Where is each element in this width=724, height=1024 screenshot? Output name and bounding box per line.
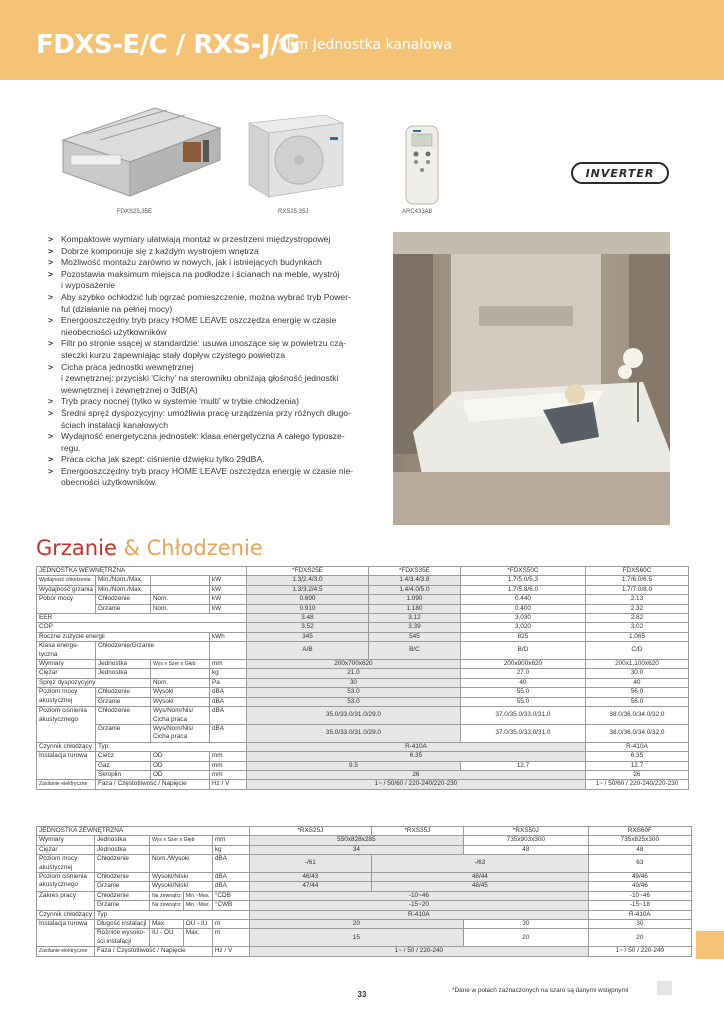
table-cell: °CWB [212,901,249,910]
table-row [37,770,689,779]
table-cell: 37.0/35.0/33.0/31.0 [460,724,585,742]
table-cell: 26 [585,770,688,779]
table-cell: Typ [94,910,249,919]
feature-text: > Filtr po stronie ssącej w standardzie: usuwa unoszące się w powietrzu czą- [61,338,347,349]
table-row [37,752,689,761]
table-cell: Różnice wysoko-ści instalacji [94,929,149,947]
table-cell: dBA [212,882,249,891]
table-cell: Chłodzenie [94,891,149,900]
feature-text: steczki kurzu zapewniając stały dopływ czystego powietrza [61,349,286,360]
table-row [37,642,689,660]
table-cell: 545 [368,632,460,641]
table-cell: Wymiary [37,836,95,845]
table-cell: R-410A [588,910,691,919]
table-cell: 6.35 [246,752,585,761]
table-cell: 0.690 [246,595,368,604]
table-cell: Ciężar [37,669,96,678]
table-cell: 3.39 [368,623,460,632]
table-cell: Nom. [150,678,209,687]
feature-text: > Energooszczędny tryb pracy HOME LEAVE oszczędza energię w czasie [61,315,337,326]
indoor-unit-caption: FDXS25,35E [117,209,153,215]
table-row [37,632,689,641]
table-cell: 37.0/35.0/33.0/31.0 [460,707,585,725]
table-cell: Zasilanie elektryczne [37,780,96,789]
section-title-heating: Grzanie [36,536,117,560]
table-cell: Typ [95,742,246,751]
table-cell: Chłodzenie [94,873,149,882]
table-cell: FDXS60C [585,567,688,576]
table-cell: B/C [368,642,460,660]
table-cell: 20 [249,920,463,929]
table-cell: Min.~Max. [183,901,212,910]
table-cell [149,845,212,854]
table-cell: 38.0/36.0/34.0/32.0 [585,707,688,725]
feature-text: regu. [61,442,81,453]
feature-text: > Wydajność energetyczna jednostek: klasa energetyczna A całego typosze- [61,431,345,442]
feature-text: > Aby szybko ochłodzić lub ogrzać pomieszczenie, można wybrać tryb Power- [61,291,351,302]
table-cell: 56.0 [585,688,688,697]
table-cell: Nom./Wysoki [149,855,212,873]
table-cell: R-410A [249,910,588,919]
table-cell: 35.0/33.0/31.0/29.0 [246,724,460,742]
page-title: FDXS-E/C / RXS-J/G [36,30,300,60]
table-cell: Wysoki/Niski [149,882,212,891]
table-cell: kW [209,604,246,613]
table-cell: Czynnik chłodzący [37,910,95,919]
table-cell: 3,030 [460,614,585,623]
table-cell: Faza / Częstotliwość / Napięcie [94,947,212,956]
table-cell [150,585,209,594]
table-cell: 3.12 [368,614,460,623]
table-cell: *RXS35J [371,827,463,836]
table-cell: 735x825x300 [588,836,691,845]
table-cell: kW [209,595,246,604]
table-cell: Jednostka [94,836,149,845]
table-cell: Chłodzenie [95,707,150,725]
table-cell: 48 [588,845,691,854]
outdoor-unit-image [245,113,347,201]
feature-text: nieobecności użytkowników [61,326,167,337]
outdoor-unit-caption: RXS25,35J [278,209,309,215]
table-cell: Min./Nom./Max. [95,585,150,594]
table-cell: Chłodzenie/Grzanie [95,642,209,660]
table-cell: JEDNOSTKA ZEWNĘTRZNA [37,827,250,836]
table-row [37,742,689,751]
table-cell: Zasilanie elektryczne [37,947,95,956]
table-row [37,873,692,882]
table-cell: 56.0 [585,697,688,706]
table-cell: 49/46 [588,873,691,882]
table-cell: 20 [588,929,691,947]
feature-item [48,234,386,246]
table-cell: -10~46 [588,891,691,900]
table-cell: 3,020 [460,623,585,632]
table-cell: Wymiary [37,660,96,669]
table-row [37,604,689,613]
table-cell: 3.02 [585,623,688,632]
page-number: 33 [357,990,367,999]
table-cell: Roczne zużycie energii [37,632,210,641]
feature-text: > Tryb pracy nocnej (tylko w systemie 'multi' w trybie chłodzenia) [61,396,299,407]
indoor-spec-table [36,566,689,790]
table-cell: Wydajność chłodzenia [37,576,96,585]
indoor-unit-image [55,100,225,200]
feature-item [48,408,386,431]
table-cell: Jednostka [95,660,150,669]
page-subtitle: Slim Jednostka kanałowa [278,37,452,53]
table-cell: kg [209,669,246,678]
table-cell: Poziom mocy akustycznej [37,688,96,707]
table-cell: 6.35 [585,752,688,761]
table-cell: 1~ / 50/60 / 220-240/220-230 [585,780,688,789]
table-row [37,855,692,873]
table-row [37,595,689,604]
table-row [37,901,692,910]
table-cell: *FDXS50C [460,567,585,576]
table-cell: Poziom ciśnienia akustycznego [37,873,95,892]
table-cell: dBA [209,688,246,697]
table-cell: dBA [209,707,246,725]
table-cell: mm [209,770,246,779]
table-cell: Spręż dyspozycyjny [37,678,151,687]
table-cell: kW [209,585,246,594]
table-cell: 30 [463,920,588,929]
table-cell: R-410A [585,742,688,751]
table-cell: Max. [183,929,212,947]
table-cell: 47/44 [249,882,371,891]
table-cell: Chłodzenie [95,688,150,697]
table-cell: 1~ / 50 / 220-240 [249,947,588,956]
table-cell: Zakres pracy [37,891,95,910]
table-cell: Gaz [95,761,150,770]
table-cell: OD [150,752,209,761]
table-cell: Grzanie [95,697,150,706]
feature-text: i zewnętrznej: przyciski 'Cichy' na sterowniku obniżają głośność jednostki [61,373,339,384]
table-cell: 1.090 [368,595,460,604]
table-cell: 34 [249,845,463,854]
table-cell: Jednostka [94,845,149,854]
side-tab [696,931,724,959]
table-cell: JEDNOSTKA WEWNĘTRZNA [37,567,247,576]
table-cell: 1.7/5.0/5.3 [460,576,585,585]
feature-item [48,292,386,315]
table-cell: 40 [460,678,585,687]
feature-text: i wyposażenie [61,280,115,291]
feature-text: > Dobrze komponuje się z każdym wystrojem wnętrza [61,245,259,256]
bedroom-photo [393,232,670,525]
table-cell: B/D [460,642,585,660]
table-cell: Na zewnątrz [149,891,183,900]
section-title [36,536,263,560]
table-cell: 46/43 [249,873,371,882]
table-cell: 0.440 [460,595,585,604]
table-cell: IU - OU [149,929,183,947]
table-cell: *FDXS35E [368,567,460,576]
table-cell: Czynnik chłodzący [37,742,96,751]
table-cell: *RXS25J [249,827,371,836]
table-cell: 20 [463,929,588,947]
table-cell: 53.0 [246,697,460,706]
table-cell: 12.7 [460,761,585,770]
feature-item [48,362,386,397]
table-cell: Hz / V [212,947,249,956]
table-cell: Ciecz [95,752,150,761]
table-cell: Długość instalacji [94,920,149,929]
table-row [37,669,689,678]
table-cell: 1.3/3.2/4.5 [246,585,368,594]
table-cell: Instalacja rurowa [37,920,95,947]
table-row [37,724,689,742]
table-cell: Wys/Nom/Nis/ Cicha praca [150,707,209,725]
table-cell: Jednostka [95,669,150,678]
table-cell: OU - IU [183,920,212,929]
table-cell: Grzanie [95,604,150,613]
table-cell: 200x1,100x620 [585,660,688,669]
table-row [37,845,692,854]
table-cell: 55.0 [460,697,585,706]
table-cell: 48 [463,845,588,854]
table-cell: Wydajność grzania [37,585,96,594]
table-cell: 21.0 [246,669,460,678]
table-cell: 3.48 [246,614,368,623]
feature-item [48,431,386,454]
table-cell: 53.0 [246,688,460,697]
table-cell: Min./Nom./Max. [95,576,150,585]
table-cell: 3.52 [246,623,368,632]
feature-text: ściach instalacji kanałowych [61,419,168,430]
table-cell: 1.7/7.0/8.0 [585,585,688,594]
table-cell: A/B [246,642,368,660]
table-row [37,761,689,770]
table-cell: 48/44 [371,873,588,882]
table-cell: 1~ / 50 / 220-240 [588,947,691,956]
table-cell: mm [209,660,246,669]
inverter-badge: INVERTER [571,162,669,184]
remote-controller-image [404,124,440,206]
table-cell: -/63 [371,855,588,873]
feature-text: > Kompaktowe wymiary ułatwiają montaż w przestrzeni międzystropowej [61,234,331,244]
outdoor-spec-table [36,826,692,957]
feature-item [48,338,386,361]
table-cell: 30 [588,920,691,929]
table-cell: RXS60F [588,827,691,836]
table-cell [209,642,246,660]
table-cell: Poziom ciśnienia akustycznego [37,707,96,743]
table-cell: 63 [588,855,691,873]
table-cell: Min.~Max. [183,891,212,900]
table-cell: OD [150,761,209,770]
table-cell: COP [37,623,247,632]
table-cell: *RXS50J [463,827,588,836]
feature-text: > Cicha praca jednostki wewnętrznej [61,361,194,372]
table-cell: 38.0/36.0/34.0/32.0 [585,724,688,742]
feature-item [48,257,386,269]
table-cell: mm [212,836,249,845]
table-cell: *FDXS25E [246,567,368,576]
table-cell: Chłodzenie [94,855,149,873]
table-cell: Instalacja rurowa [37,752,96,780]
table-cell: mm [209,761,246,770]
table-cell: C/D [585,642,688,660]
table-cell: -10~46 [249,891,588,900]
table-cell: 0.400 [460,604,585,613]
table-cell: 9.5 [246,761,460,770]
table-cell: -/61 [249,855,371,873]
table-cell: Wys x Szer x Głęb [150,660,209,669]
table-cell: 345 [246,632,368,641]
table-cell: 30.0 [585,669,688,678]
table-cell: Faza / Częstotliwość / Napięcie [95,780,209,789]
feature-item [48,454,386,466]
table-cell: 1,065 [585,632,688,641]
feature-item [48,246,386,258]
table-cell: 48/45 [371,882,588,891]
table-row [37,910,692,919]
feature-item [48,315,386,338]
table-cell: 0.910 [246,604,368,613]
table-row [37,614,689,623]
table-cell: Nom. [150,595,209,604]
table-row [37,585,689,594]
table-row [37,920,692,929]
table-cell: 35.0/33.0/31.0/29.0 [246,707,460,725]
feature-text: > Możliwość montażu zarówno w nowych, jak i istniejących budynkach [61,257,322,268]
table-cell: 2.82 [585,614,688,623]
table-cell: 1.4/3.4/3.8 [368,576,460,585]
table-cell: 735x903x300 [463,836,588,845]
table-cell: Skroplin [95,770,150,779]
table-cell: R-410A [246,742,585,751]
footnote: *Dane w polach zaznaczonych na szaro są danymi wstępnymi [452,987,629,994]
feature-text: obecności użytkowników. [61,477,158,488]
table-cell: Nom. [150,604,209,613]
table-cell: dBA [212,873,249,882]
table-cell: Grzanie [94,882,149,891]
table-cell: mm [209,752,246,761]
table-cell: EER [37,614,247,623]
table-cell: 49/46 [588,882,691,891]
table-cell: 2.13 [585,595,688,604]
remote-caption: ARC433A8 [402,209,433,215]
table-cell: 200x700x620 [246,660,460,669]
table-cell: 12.7 [585,761,688,770]
table-cell [150,576,209,585]
table-cell: 200x900x620 [460,660,585,669]
table-cell: 30 [246,678,460,687]
table-row [37,929,692,947]
table-cell: Wysoki/Niski [149,873,212,882]
preliminary-data-swatch [657,981,672,995]
table-cell: Wys/Nom/Nis/ Cicha praca [150,724,209,742]
table-cell: 15 [249,929,463,947]
feature-text: > Średni spręż dyspozycyjny: umożliwia pracę urządzenia przy różnych długo- [61,407,351,418]
feature-text: > Pozostawia maksimum miejsca na podłodze i ścianach na meble, wystrój [61,268,340,279]
table-cell: Pobór mocy [37,595,96,614]
feature-text: wewnętrznej i zewnętrznej o 3dB(A) [61,384,198,395]
table-cell: Pa [209,678,246,687]
table-cell: OD [150,770,209,779]
table-cell: 55.0 [460,688,585,697]
table-row [37,707,689,725]
table-cell: dBA [209,697,246,706]
table-cell: Grzanie [94,901,149,910]
table-row [37,567,689,576]
table-cell: -15~20 [249,901,588,910]
feature-item [48,466,386,489]
feature-text: > Energooszczędny tryb pracy HOME LEAVE oszczędza energię w czasie nie- [61,465,354,476]
feature-text: ful (działanie na pełnej mocy) [61,303,173,314]
table-cell: Poziom mocy akustycznej [37,855,95,873]
table-cell: 40 [585,678,688,687]
table-row [37,623,689,632]
table-cell: 550x828x285 [249,836,463,845]
table-row [37,576,689,585]
section-title-cooling: & Chłodzenie [123,536,263,560]
table-cell: 1.7/5.8/6.0 [460,585,585,594]
table-cell: Max. [149,920,183,929]
table-cell: kWh [209,632,246,641]
feature-item [48,269,386,292]
table-cell: Ciężar [37,845,95,854]
table-row [37,697,689,706]
table-cell: Wysoki [150,697,209,706]
table-cell: 1~ / 50/60 / 220-240/220-230 [246,780,585,789]
table-cell: kW [209,576,246,585]
table-cell: 1.7/6.0/6.5 [585,576,688,585]
table-cell: 1.3/2.4/3.0 [246,576,368,585]
table-row [37,827,692,836]
table-cell: 27.0 [460,669,585,678]
table-cell: 825 [460,632,585,641]
table-cell: Hz / V [209,780,246,789]
table-row [37,836,692,845]
table-row [37,688,689,697]
table-cell: dBA [212,855,249,873]
table-cell: Wys x Szer x Głęb [149,836,212,845]
table-cell [150,669,209,678]
table-cell: Na zewnątrz [149,901,183,910]
table-row [37,882,692,891]
table-cell: m [212,920,249,929]
table-row [37,660,689,669]
table-cell: 1.4/4.0/5.0 [368,585,460,594]
table-cell: °CDB [212,891,249,900]
table-row [37,891,692,900]
table-cell: 26 [246,770,585,779]
table-cell: 1.180 [368,604,460,613]
table-row [37,947,692,956]
table-cell: m [212,929,249,947]
table-cell: Chłodzenie [95,595,150,604]
table-cell: Klasa energe-tyczna [37,642,96,660]
table-cell: dBA [209,724,246,742]
feature-text: > Praca cicha jak szept: ciśnienie dźwięku tylko 29dBA. [61,454,265,465]
feature-item [48,396,386,408]
table-cell: -15~18 [588,901,691,910]
table-cell: kg [212,845,249,854]
feature-list [48,234,386,489]
table-cell: 2.32 [585,604,688,613]
table-row [37,678,689,687]
table-row [37,780,689,789]
table-cell: Grzanie [95,724,150,742]
table-cell: Wysoki [150,688,209,697]
